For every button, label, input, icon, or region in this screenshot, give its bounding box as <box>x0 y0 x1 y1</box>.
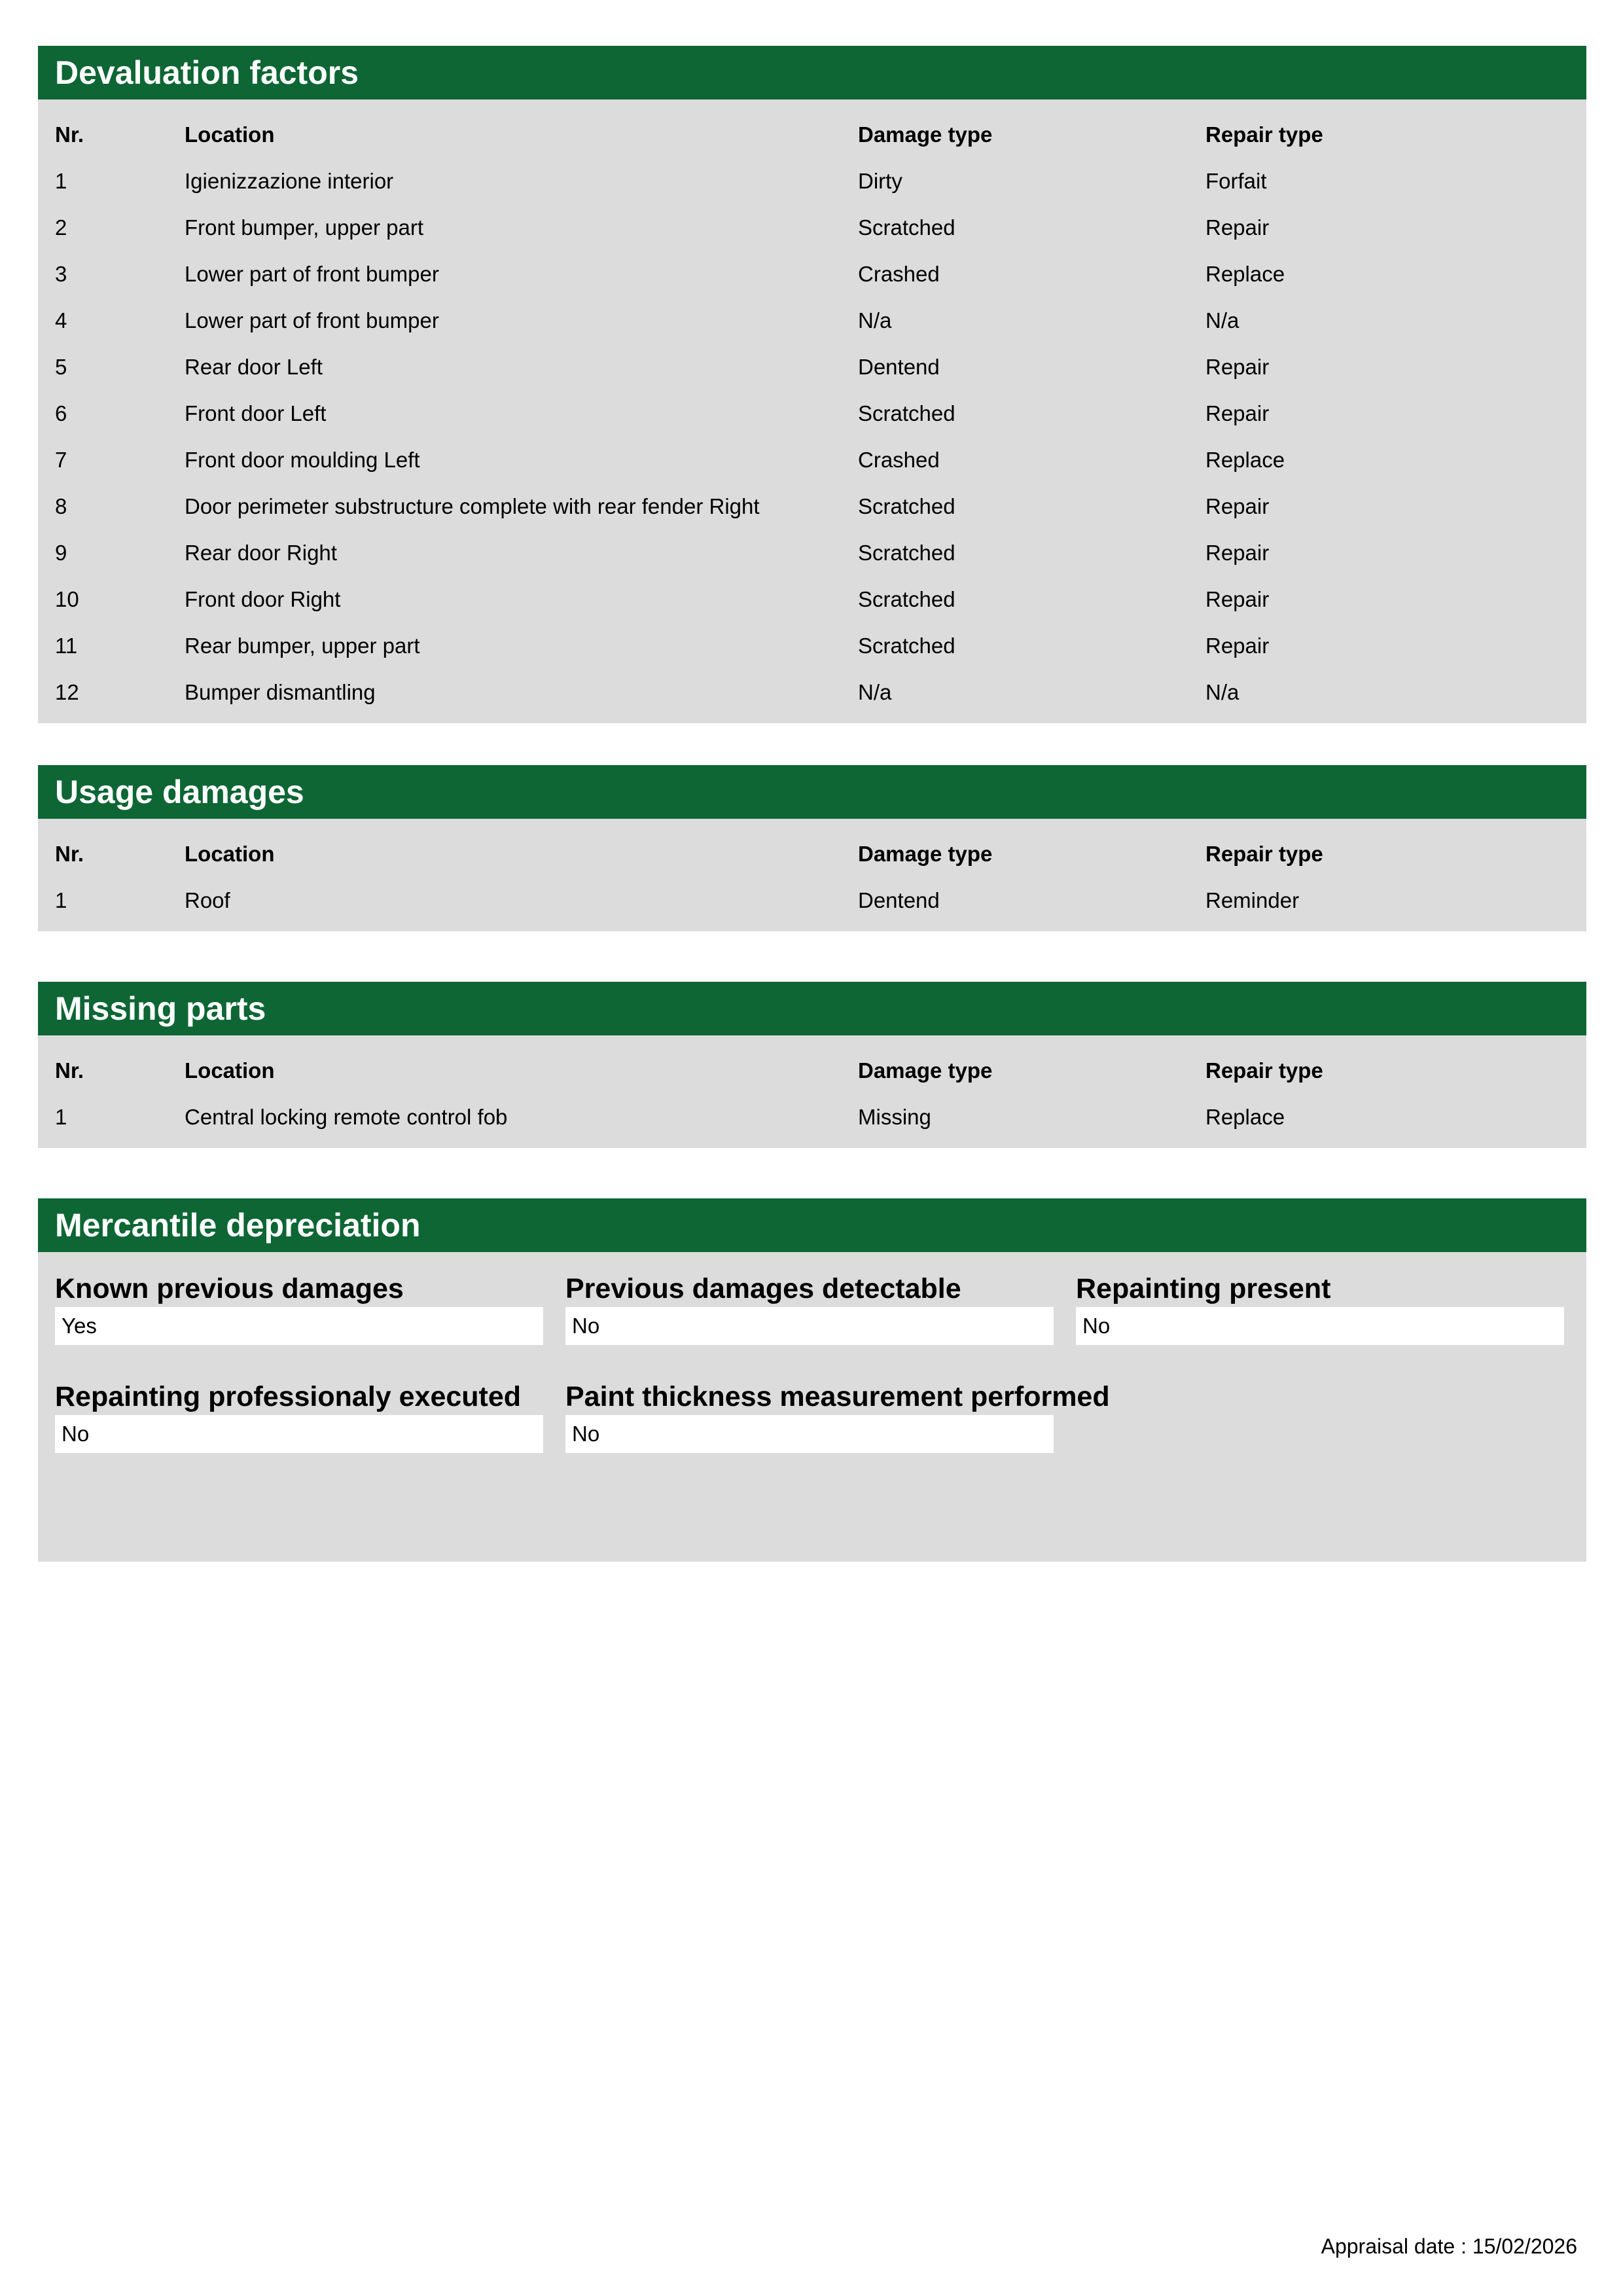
cell-damage-type: Scratched <box>858 633 955 658</box>
col-nr-header: Nr. <box>55 122 84 147</box>
table-row <box>38 390 1586 437</box>
cell-nr: 2 <box>55 215 67 240</box>
col-repair-type-header: Repair type <box>1205 122 1323 147</box>
cell-location: Lower part of front bumper <box>185 261 439 286</box>
table-row <box>38 622 1586 669</box>
table-header-row <box>38 1047 1586 1094</box>
table-row <box>38 251 1586 297</box>
field-label: Previous damages detectable <box>565 1273 961 1304</box>
cell-damage-type: N/a <box>858 308 892 332</box>
table-row <box>38 158 1586 204</box>
col-damage-type-header: Damage type <box>858 122 993 147</box>
table-row <box>38 877 1586 924</box>
repainting-professionally-executed-field <box>55 1378 543 1453</box>
cell-repair-type: Repair <box>1205 215 1270 240</box>
cell-nr: 10 <box>55 586 79 611</box>
cell-location: Rear door Left <box>185 354 323 379</box>
col-nr-header: Nr. <box>55 1058 84 1083</box>
cell-nr: 9 <box>55 540 67 565</box>
cell-damage-type: Scratched <box>858 401 955 425</box>
cell-damage-type: Missing <box>858 1104 931 1129</box>
field-value: No <box>565 1307 1054 1345</box>
cell-damage-type: Dentend <box>858 888 940 912</box>
cell-repair-type: Replace <box>1205 1104 1285 1129</box>
cell-nr: 11 <box>55 633 78 658</box>
cell-damage-type: Crashed <box>858 447 940 472</box>
col-nr-header: Nr. <box>55 841 84 866</box>
section-title: Usage damages <box>38 765 1586 819</box>
cell-location: Rear bumper, upper part <box>185 633 420 658</box>
cell-repair-type: N/a <box>1205 308 1240 332</box>
missing-parts-table <box>38 1047 1586 1140</box>
cell-damage-type: Crashed <box>858 261 940 286</box>
devaluation-table <box>38 111 1586 715</box>
cell-repair-type: Forfait <box>1205 168 1267 193</box>
cell-repair-type: Repair <box>1205 401 1270 425</box>
field-label: Paint thickness measurement performed <box>565 1381 1110 1412</box>
col-location-header: Location <box>185 841 275 866</box>
table-row <box>38 204 1586 251</box>
cell-nr: 3 <box>55 261 67 286</box>
col-location-header: Location <box>185 122 275 147</box>
cell-repair-type: Repair <box>1205 540 1270 565</box>
table-row <box>38 576 1586 622</box>
cell-repair-type: Repair <box>1205 633 1270 658</box>
field-value: Yes <box>55 1307 543 1345</box>
cell-nr: 8 <box>55 493 67 518</box>
cell-nr: 1 <box>55 1104 67 1129</box>
cell-nr: 7 <box>55 447 67 472</box>
section-title: Mercantile depreciation <box>38 1198 1586 1252</box>
table-row <box>38 483 1586 529</box>
field-value: No <box>55 1415 543 1453</box>
cell-damage-type: Scratched <box>858 493 955 518</box>
col-repair-type-header: Repair type <box>1205 1058 1323 1083</box>
cell-damage-type: Dentend <box>858 354 940 379</box>
col-repair-type-header: Repair type <box>1205 841 1323 866</box>
cell-location: Central locking remote control fob <box>185 1104 508 1129</box>
cell-location: Lower part of front bumper <box>185 308 439 332</box>
cell-repair-type: Repair <box>1205 586 1270 611</box>
table-header-row <box>38 831 1586 877</box>
cell-repair-type: Replace <box>1205 261 1285 286</box>
cell-location: Front door moulding Left <box>185 447 420 472</box>
appraisal-date-label: Appraisal date : <box>1321 2234 1467 2258</box>
cell-repair-type: Repair <box>1205 493 1270 518</box>
cell-nr: 6 <box>55 401 67 425</box>
cell-repair-type: Reminder <box>1205 888 1300 912</box>
cell-damage-type: Scratched <box>858 540 955 565</box>
col-location-header: Location <box>185 1058 275 1083</box>
cell-repair-type: Replace <box>1205 447 1285 472</box>
section-title: Missing parts <box>38 982 1586 1035</box>
cell-nr: 1 <box>55 888 67 912</box>
cell-location: Roof <box>185 888 230 912</box>
field-label: Repainting present <box>1076 1273 1331 1304</box>
field-label: Known previous damages <box>55 1273 404 1304</box>
usage-table <box>38 831 1586 924</box>
cell-location: Rear door Right <box>185 540 337 565</box>
cell-location: Front door Left <box>185 401 327 425</box>
missing-parts-section <box>38 982 1586 1148</box>
table-body <box>38 158 1586 715</box>
table-header-row <box>38 111 1586 158</box>
cell-repair-type: N/a <box>1205 679 1240 704</box>
section-title: Devaluation factors <box>38 46 1586 99</box>
cell-location: Bumper dismantling <box>185 679 376 704</box>
table-body <box>38 877 1586 924</box>
col-damage-type-header: Damage type <box>858 1058 993 1083</box>
table-body <box>38 1094 1586 1140</box>
mercantile-fields <box>38 1252 1586 1562</box>
mercantile-depreciation-section <box>38 1198 1586 1562</box>
cell-damage-type: Scratched <box>858 586 955 611</box>
previous-damages-detectable-field <box>565 1270 1054 1345</box>
cell-damage-type: N/a <box>858 679 892 704</box>
cell-damage-type: Dirty <box>858 168 902 193</box>
table-row <box>38 1094 1586 1140</box>
field-label: Repainting professionaly executed <box>55 1381 522 1412</box>
table-row <box>38 437 1586 483</box>
paint-thickness-measurement-field <box>565 1378 1110 1453</box>
table-row <box>38 669 1586 715</box>
col-damage-type-header: Damage type <box>858 841 993 866</box>
cell-location: Front bumper, upper part <box>185 215 424 240</box>
usage-damages-section <box>38 765 1586 931</box>
cell-nr: 12 <box>55 679 79 704</box>
table-row <box>38 529 1586 576</box>
cell-location: Door perimeter substructure complete with rear fender Right <box>185 493 760 518</box>
cell-nr: 5 <box>55 354 67 379</box>
field-value: No <box>565 1415 1054 1453</box>
table-row <box>38 344 1586 390</box>
repainting-present-field <box>1076 1270 1564 1345</box>
cell-location: Igienizzazione interior <box>185 168 394 193</box>
appraisal-date-value: 15/02/2026 <box>1472 2234 1577 2258</box>
cell-repair-type: Repair <box>1205 354 1270 379</box>
appraisal-date <box>1321 2230 1577 2263</box>
cell-location: Front door Right <box>185 586 341 611</box>
cell-damage-type: Scratched <box>858 215 955 240</box>
known-previous-damages-field <box>55 1270 543 1345</box>
cell-nr: 4 <box>55 308 67 332</box>
cell-nr: 1 <box>55 168 67 193</box>
table-row <box>38 297 1586 344</box>
devaluation-factors-section <box>38 46 1586 723</box>
field-value: No <box>1076 1307 1564 1345</box>
